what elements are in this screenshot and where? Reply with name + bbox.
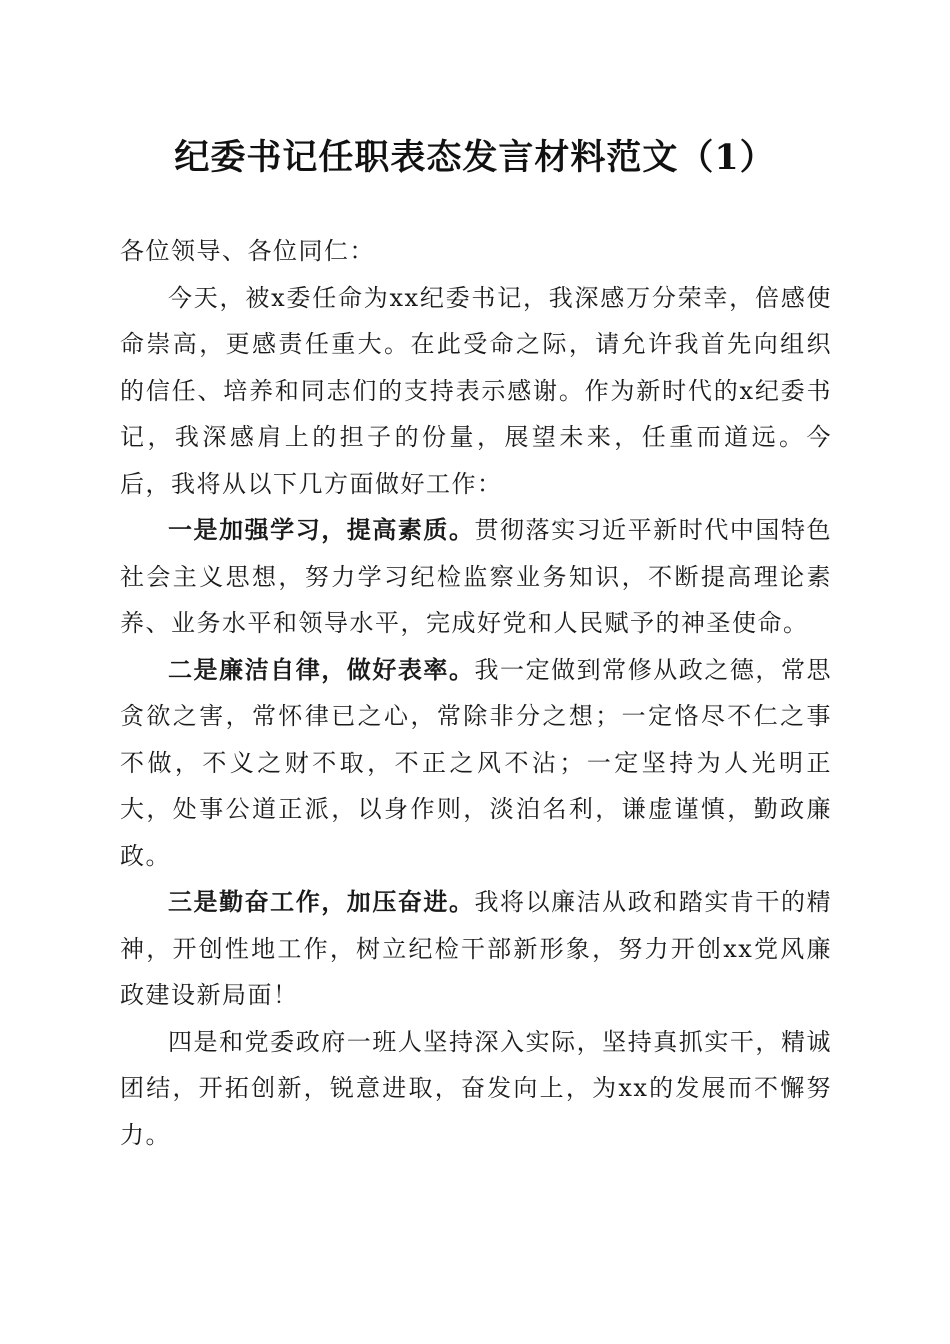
point-heading-3: 三是勤奋工作，加压奋进。 — [168, 887, 475, 916]
point-text-2: 我一定做到常修从政之德，常思贪欲之害，常怀律已之心，常除非分之想；一定恪尽不仁之事不做，不义之财不取，不正之风不沾；一定坚持为人光明正大，处事公道正派，以身作则，淡泊名利，谦虚谨慎，勤政廉政。 — [120, 655, 833, 870]
salutation: 各位领导、各位同仁： — [120, 237, 375, 265]
document-body — [120, 228, 832, 1158]
point-text-3: 我将以廉洁从政和踏实肯干的精神，开创性地工作，树立纪检干部新形象，努力开创xx党风廉政建设新局面！ — [120, 888, 833, 1009]
intro-paragraph: 今天，被x委任命为xx纪委书记，我深感万分荣幸，倍感使命崇高，更感责任重大。在此受命之际，请允许我首先向组织的信任、培养和同志们的支持表示感谢。作为新时代的x纪委书记，我深感肩上的担子的份量，展望未来，任重而道远。今后，我将从以下几方面做好工作： — [120, 283, 832, 498]
point-paragraph-3 — [120, 879, 832, 1019]
document-title: 纪委书记任职表态发言材料范文（1） — [174, 137, 776, 178]
point-text-1: 贯彻落实习近平新时代中国特色社会主义思想，努力学习纪检监察业务知识，不断提高理论素养、业务水平和领导水平，完成好党和人民赋予的神圣使命。 — [120, 516, 833, 637]
point-heading-1: 一是加强学习，提高素质。 — [168, 515, 475, 544]
point-heading-2: 二是廉洁自律，做好表率。 — [168, 654, 475, 684]
point-paragraph-2 — [120, 647, 832, 880]
point-paragraph-1 — [120, 507, 832, 647]
point-text-4: 四是和党委政府一班人坚持深入实际，坚持真抓实干，精诚团结，开拓创新，锐意进取，奋发向上，为xx的发展而不懈努力。 — [120, 1027, 832, 1149]
point-paragraph-4 — [120, 1019, 832, 1159]
